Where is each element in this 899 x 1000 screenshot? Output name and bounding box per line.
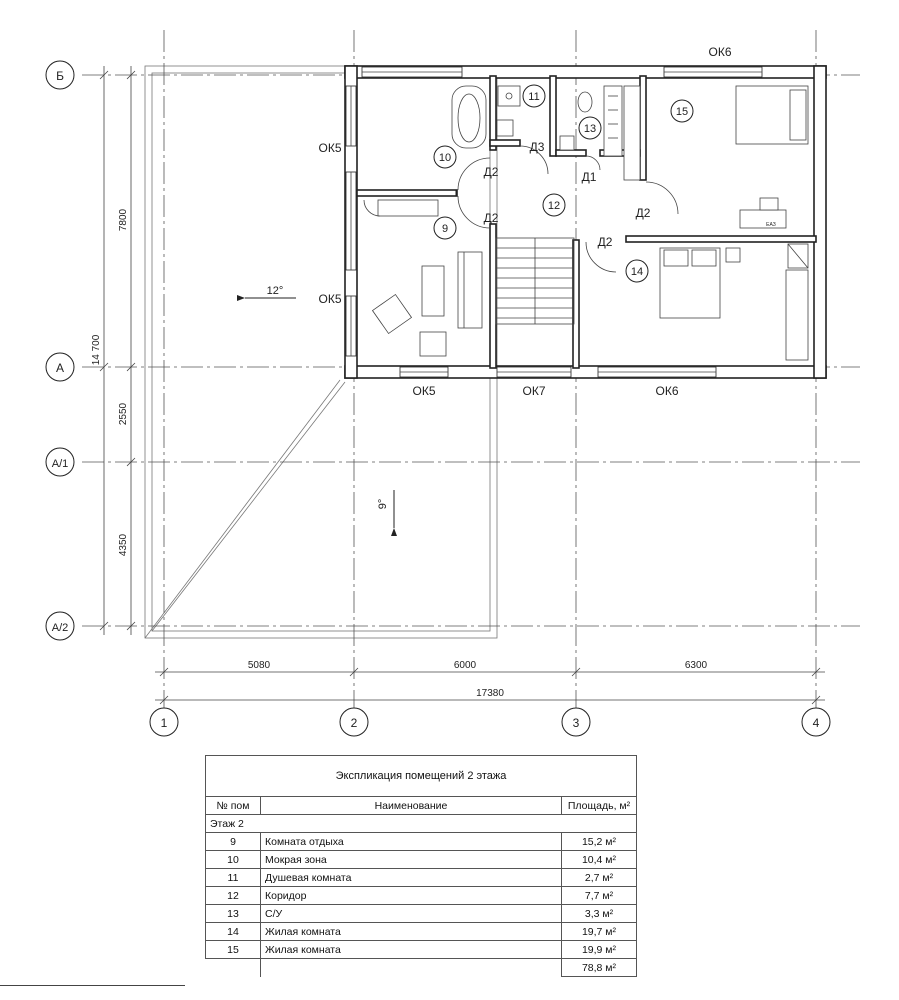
door-d2-b: Д2 (483, 211, 499, 225)
dim-6000: 6000 (453, 660, 477, 671)
dim-total-17380: 17380 (476, 688, 504, 699)
row-name: С/У (261, 905, 562, 923)
slope-label-12: 12° (266, 285, 284, 297)
washbasin-icon (497, 120, 513, 136)
room-number-14: 14 (630, 266, 644, 278)
armchair-icon (373, 295, 412, 334)
sofa-icon (458, 252, 482, 328)
staircase (496, 238, 574, 324)
door-d2-d: Д2 (597, 235, 613, 249)
dim-7800: 7800 (118, 208, 129, 232)
door-d1: Д1 (581, 170, 597, 184)
table-row (206, 923, 637, 941)
window-label-bottom-right: ОК6 (655, 384, 679, 398)
row-name: Жилая комната (261, 923, 562, 941)
row-name: Душевая комната (261, 869, 562, 887)
axis-label-b: Б (56, 69, 64, 83)
dim-2550: 2550 (118, 402, 129, 426)
total-row (206, 959, 637, 977)
header-number: № пом (206, 797, 261, 815)
room-explication-table (205, 755, 637, 977)
axis-label-4: 4 (812, 716, 820, 730)
axis-label-3: 3 (572, 716, 580, 730)
axis-label-a1: А/1 (51, 458, 69, 470)
wardrobe-icon (786, 270, 808, 360)
table-row (206, 887, 637, 905)
row-area: 7,7 м² (562, 887, 637, 905)
dim-5080: 5080 (247, 660, 271, 671)
coffee-table-icon (422, 266, 444, 316)
room-number-13: 13 (583, 123, 597, 135)
left-dimensions (91, 66, 135, 635)
room-number-11: 11 (528, 91, 540, 103)
row-number: 9 (206, 833, 261, 851)
window-label-top: ОК6 (708, 45, 732, 59)
total-area: 78,8 м² (562, 959, 637, 977)
door-d3: Д3 (529, 140, 545, 154)
divider (0, 985, 185, 986)
axis-label-2: 2 (350, 716, 358, 730)
window-label-bottom-left: ОК5 (412, 384, 436, 398)
room-number-12: 12 (547, 200, 561, 212)
door-d2-c: Д2 (635, 206, 651, 220)
row-number: 15 (206, 941, 261, 959)
table-row (206, 941, 637, 959)
bottom-dimensions (155, 660, 825, 704)
toilet-icon (578, 92, 592, 112)
axis-label-a: А (55, 361, 65, 375)
row-area: 19,7 м² (562, 923, 637, 941)
table-row (206, 851, 637, 869)
table-row (206, 869, 637, 887)
dim-4350: 4350 (118, 533, 129, 557)
row-number: 10 (206, 851, 261, 869)
window-label-left-lower: ОК5 (318, 292, 342, 306)
door-d2-a: Д2 (483, 165, 499, 179)
row-area: 10,4 м² (562, 851, 637, 869)
desk-icon (740, 210, 786, 228)
window-label-bottom-mid: ОК7 (522, 384, 546, 398)
row-number: 13 (206, 905, 261, 923)
slope-label-9: 9° (377, 498, 389, 510)
row-area: 19,9 м² (562, 941, 637, 959)
armchair-2-icon (420, 332, 446, 356)
explication-title: Экспликация помещений 2 этажа (206, 756, 637, 797)
dim-total-14700: 14 700 (91, 334, 102, 366)
room-number-15: 15 (675, 106, 689, 118)
row-name: Комната отдыха (261, 833, 562, 851)
row-name: Жилая комната (261, 941, 562, 959)
row-number: 12 (206, 887, 261, 905)
row-area: 2,7 м² (562, 869, 637, 887)
window-label-left-upper: ОК5 (318, 141, 342, 155)
room-number-9: 9 (441, 223, 449, 235)
row-area: 15,2 м² (562, 833, 637, 851)
header-name: Наименование (261, 797, 562, 815)
desk-label: ЕАЗ (766, 222, 776, 228)
axis-label-1: 1 (160, 716, 168, 730)
row-area: 3,3 м² (562, 905, 637, 923)
room-number-10: 10 (438, 152, 452, 164)
axis-label-a2: А/2 (51, 622, 69, 634)
row-name: Мокрая зона (261, 851, 562, 869)
dim-6300: 6300 (684, 660, 708, 671)
row-number: 14 (206, 923, 261, 941)
header-area: Площадь, м² (562, 797, 637, 815)
floor-group-label: Этаж 2 (206, 815, 637, 833)
table-row (206, 833, 637, 851)
row-name: Коридор (261, 887, 562, 905)
row-number: 11 (206, 869, 261, 887)
table-row (206, 905, 637, 923)
